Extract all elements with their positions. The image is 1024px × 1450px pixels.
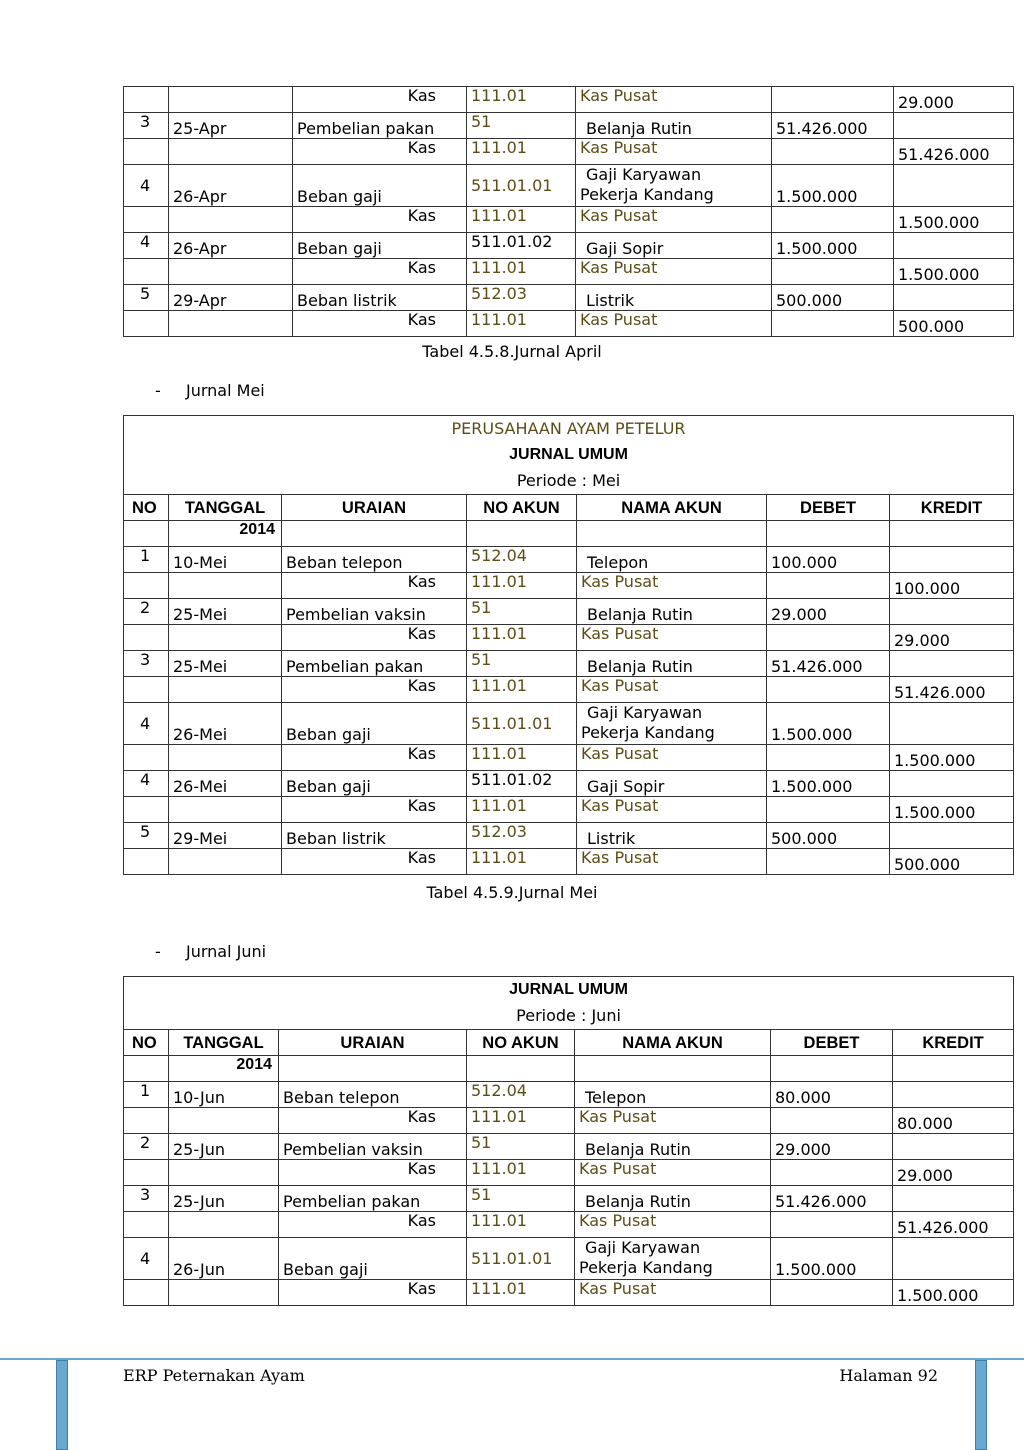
table-row <box>124 1186 1014 1212</box>
cell-tanggal <box>169 139 293 165</box>
cell-debet <box>767 625 890 651</box>
table-caption-mei: Tabel 4.5.9.Jurnal Mei <box>426 883 598 902</box>
cell-no: 1 <box>124 547 169 573</box>
cell-debet: 29.000 <box>771 1134 893 1160</box>
cell-no-akun: 511.01.01 <box>467 1238 575 1280</box>
header-no-akun: NO AKUN <box>467 1030 575 1056</box>
cell-nama-akun: Telepon <box>575 1082 771 1108</box>
cell-kredit <box>893 1082 1014 1108</box>
cell-debet <box>771 1108 893 1134</box>
cell-kredit: 51.426.000 <box>893 1212 1014 1238</box>
cell-tanggal: 29-Mei <box>169 823 282 849</box>
cell-no-akun: 511.01.01 <box>467 703 577 745</box>
cell-debet: 1.500.000 <box>772 233 894 259</box>
cell-uraian: Kas <box>282 625 467 651</box>
cell-no-akun: 111.01 <box>467 311 576 337</box>
cell-uraian: Pembelian vaksin <box>279 1134 467 1160</box>
cell-debet: 500.000 <box>767 823 890 849</box>
cell-debet: 80.000 <box>771 1082 893 1108</box>
cell-no-akun: 512.03 <box>467 823 577 849</box>
nama-akun-line-1: Gaji Karyawan <box>587 703 703 722</box>
cell-no-akun: 51 <box>467 1186 575 1212</box>
cell-uraian: Kas <box>293 259 467 285</box>
cell-no: 2 <box>124 1134 169 1160</box>
cell-tanggal: 10-Jun <box>169 1082 279 1108</box>
cell-nama-akun: Gaji Sopir <box>576 233 772 259</box>
cell-nama-akun <box>575 1238 771 1280</box>
cell-kredit: 1.500.000 <box>890 745 1014 771</box>
cell-debet <box>772 87 894 113</box>
nama-akun-line-2: Pekerja Kandang <box>579 1258 713 1277</box>
journal-table-juni <box>123 976 1014 1306</box>
cell-uraian: Kas <box>282 849 467 875</box>
cell-no <box>124 573 169 599</box>
cell-no: 4 <box>124 771 169 797</box>
cell-kredit <box>894 233 1014 259</box>
cell-kredit <box>894 285 1014 311</box>
section-label-mei: Jurnal Mei <box>186 381 265 400</box>
cell-nama-akun: Kas Pusat <box>576 207 772 233</box>
cell-uraian: Kas <box>282 745 467 771</box>
cell-tanggal: 25-Mei <box>169 651 282 677</box>
header-no: NO <box>124 495 169 521</box>
cell-debet: 1.500.000 <box>771 1238 893 1280</box>
cell-nama-akun: Kas Pusat <box>577 849 767 875</box>
table-row <box>124 625 1014 651</box>
cell-no <box>124 745 169 771</box>
cell-debet <box>767 573 890 599</box>
cell-kredit <box>893 1238 1014 1280</box>
company-name: PERUSAHAAN AYAM PETELUR <box>451 419 686 438</box>
table-row <box>124 207 1014 233</box>
cell-uraian: Kas <box>279 1108 467 1134</box>
cell-kredit: 500.000 <box>894 311 1014 337</box>
cell-no <box>124 311 169 337</box>
journal-table-mei <box>123 415 1014 875</box>
cell-kredit <box>890 599 1014 625</box>
cell-nama-akun: Belanja Rutin <box>577 651 767 677</box>
cell-no-akun: 111.01 <box>467 139 576 165</box>
cell-debet <box>767 797 890 823</box>
cell-uraian: Kas <box>293 139 467 165</box>
header-debet: DEBET <box>771 1030 893 1056</box>
cell-no-akun: 111.01 <box>467 207 576 233</box>
cell-no: 4 <box>124 703 169 745</box>
table-row <box>124 599 1014 625</box>
footer-doc-title: ERP Peternakan Ayam <box>123 1366 305 1385</box>
cell-no: 2 <box>124 599 169 625</box>
cell-kredit <box>894 165 1014 207</box>
cell-no: 4 <box>124 1238 169 1280</box>
cell-tanggal: 26-Apr <box>169 233 293 259</box>
period-label: Periode : Juni <box>516 1006 621 1025</box>
cell-no-akun: 511.01.01 <box>467 165 576 207</box>
cell-debet: 51.426.000 <box>771 1186 893 1212</box>
cell-no-akun: 51 <box>467 1134 575 1160</box>
year-label: 2014 <box>169 521 282 547</box>
table-row <box>124 1082 1014 1108</box>
cell-no <box>124 87 169 113</box>
cell-no <box>124 1212 169 1238</box>
cell-no: 4 <box>124 233 169 259</box>
cell-kredit: 51.426.000 <box>890 677 1014 703</box>
cell-kredit <box>890 771 1014 797</box>
cell-nama-akun: Kas Pusat <box>575 1280 771 1306</box>
header-tanggal: TANGGAL <box>169 495 282 521</box>
cell-no <box>124 259 169 285</box>
cell-nama-akun: Kas Pusat <box>576 259 772 285</box>
table-row <box>124 139 1014 165</box>
cell-tanggal: 29-Apr <box>169 285 293 311</box>
cell-kredit <box>893 1186 1014 1212</box>
cell-uraian: Kas <box>282 797 467 823</box>
cell-tanggal <box>169 1280 279 1306</box>
cell-kredit: 29.000 <box>890 625 1014 651</box>
cell-tanggal: 26-Jun <box>169 1238 279 1280</box>
cell-debet: 1.500.000 <box>767 771 890 797</box>
cell-no-akun: 111.01 <box>467 87 576 113</box>
header-tanggal: TANGGAL <box>169 1030 279 1056</box>
cell-debet: 1.500.000 <box>772 165 894 207</box>
cell-no <box>124 849 169 875</box>
table-row <box>124 1134 1014 1160</box>
cell-nama-akun: Kas Pusat <box>577 677 767 703</box>
cell-uraian: Kas <box>279 1280 467 1306</box>
cell-kredit <box>893 1134 1014 1160</box>
cell-uraian: Kas <box>282 573 467 599</box>
cell-uraian: Beban telepon <box>282 547 467 573</box>
cell-debet <box>771 1212 893 1238</box>
cell-tanggal <box>169 1212 279 1238</box>
cell-debet: 500.000 <box>772 285 894 311</box>
cell-uraian: Beban telepon <box>279 1082 467 1108</box>
table-row <box>124 797 1014 823</box>
cell-no-akun: 111.01 <box>467 1160 575 1186</box>
year-label: 2014 <box>169 1056 279 1082</box>
section-label-juni: Jurnal Juni <box>186 942 267 961</box>
cell-tanggal: 25-Apr <box>169 113 293 139</box>
cell-no <box>124 139 169 165</box>
cell-kredit: 51.426.000 <box>894 139 1014 165</box>
cell-kredit: 1.500.000 <box>894 259 1014 285</box>
cell-debet <box>771 1160 893 1186</box>
table-row <box>124 285 1014 311</box>
cell-no-akun: 111.01 <box>467 797 577 823</box>
cell-tanggal: 10-Mei <box>169 547 282 573</box>
cell-nama-akun: Listrik <box>577 823 767 849</box>
journal-table-april <box>123 86 1014 337</box>
cell-tanggal <box>169 1160 279 1186</box>
cell-debet <box>771 1280 893 1306</box>
cell-uraian: Pembelian pakan <box>293 113 467 139</box>
table-row <box>124 259 1014 285</box>
cell-nama-akun: Telepon <box>577 547 767 573</box>
cell-tanggal <box>169 745 282 771</box>
cell-no-akun: 512.04 <box>467 1082 575 1108</box>
table-row <box>124 311 1014 337</box>
cell-uraian: Kas <box>293 207 467 233</box>
cell-no: 1 <box>124 1082 169 1108</box>
header-kredit: KREDIT <box>893 1030 1014 1056</box>
cell-tanggal <box>169 849 282 875</box>
cell-nama-akun: Kas Pusat <box>577 573 767 599</box>
cell-kredit: 1.500.000 <box>890 797 1014 823</box>
bullet-dash: - <box>155 381 161 400</box>
cell-uraian: Kas <box>279 1212 467 1238</box>
cell-no <box>124 797 169 823</box>
table-row <box>124 849 1014 875</box>
cell-debet <box>772 207 894 233</box>
cell-no-akun: 111.01 <box>467 1212 575 1238</box>
cell-no: 3 <box>124 1186 169 1212</box>
table-row <box>124 1280 1014 1306</box>
year-row-empty <box>124 1056 169 1082</box>
cell-uraian: Pembelian vaksin <box>282 599 467 625</box>
table-row <box>124 233 1014 259</box>
table-row <box>124 547 1014 573</box>
cell-no: 3 <box>124 651 169 677</box>
table-row <box>124 1108 1014 1134</box>
cell-tanggal <box>169 87 293 113</box>
cell-debet: 51.426.000 <box>772 113 894 139</box>
cell-uraian: Beban gaji <box>293 165 467 207</box>
table-row <box>124 823 1014 849</box>
header-no: NO <box>124 1030 169 1056</box>
table-row <box>124 87 1014 113</box>
cell-nama-akun: Belanja Rutin <box>575 1134 771 1160</box>
cell-kredit: 29.000 <box>893 1160 1014 1186</box>
cell-nama-akun <box>577 703 767 745</box>
header-uraian: URAIAN <box>279 1030 467 1056</box>
cell-uraian: Kas <box>293 87 467 113</box>
cell-uraian: Beban gaji <box>279 1238 467 1280</box>
cell-tanggal <box>169 259 293 285</box>
cell-kredit <box>894 113 1014 139</box>
cell-kredit <box>890 651 1014 677</box>
cell-tanggal <box>169 1108 279 1134</box>
cell-uraian: Kas <box>282 677 467 703</box>
cell-kredit <box>890 703 1014 745</box>
journal-title: JURNAL UMUM <box>509 981 628 998</box>
journal-title: JURNAL UMUM <box>509 446 628 463</box>
cell-no: 5 <box>124 823 169 849</box>
cell-no-akun: 111.01 <box>467 259 576 285</box>
cell-tanggal <box>169 573 282 599</box>
cell-no: 5 <box>124 285 169 311</box>
cell-uraian: Beban gaji <box>293 233 467 259</box>
cell-kredit: 29.000 <box>894 87 1014 113</box>
cell-uraian: Beban gaji <box>282 703 467 745</box>
table-row <box>124 703 1014 745</box>
table-row <box>124 1212 1014 1238</box>
cell-debet <box>772 139 894 165</box>
cell-nama-akun: Kas Pusat <box>575 1212 771 1238</box>
cell-nama-akun: Gaji Sopir <box>577 771 767 797</box>
cell-no-akun: 111.01 <box>467 849 577 875</box>
cell-kredit: 80.000 <box>893 1108 1014 1134</box>
cell-no <box>124 1160 169 1186</box>
cell-tanggal: 25-Jun <box>169 1186 279 1212</box>
cell-nama-akun: Listrik <box>576 285 772 311</box>
header-nama-akun: NAMA AKUN <box>575 1030 771 1056</box>
cell-no <box>124 1280 169 1306</box>
cell-tanggal: 25-Jun <box>169 1134 279 1160</box>
table-title-block <box>124 977 1014 1030</box>
cell-no <box>124 207 169 233</box>
table-row <box>124 677 1014 703</box>
cell-uraian: Pembelian pakan <box>282 651 467 677</box>
cell-debet <box>767 745 890 771</box>
footer-bar-left <box>56 1360 68 1450</box>
cell-no <box>124 625 169 651</box>
cell-debet: 29.000 <box>767 599 890 625</box>
table-row <box>124 771 1014 797</box>
footer-bar-right <box>975 1360 987 1450</box>
cell-uraian: Pembelian pakan <box>279 1186 467 1212</box>
cell-debet <box>767 849 890 875</box>
header-no-akun: NO AKUN <box>467 495 577 521</box>
cell-nama-akun: Kas Pusat <box>575 1160 771 1186</box>
table-caption-april: Tabel 4.5.8.Jurnal April <box>422 342 602 361</box>
cell-kredit: 1.500.000 <box>893 1280 1014 1306</box>
nama-akun-line-1: Gaji Karyawan <box>586 165 702 184</box>
cell-debet <box>772 259 894 285</box>
cell-kredit <box>890 823 1014 849</box>
cell-no-akun: 512.04 <box>467 547 577 573</box>
header-nama-akun: NAMA AKUN <box>577 495 767 521</box>
cell-kredit: 100.000 <box>890 573 1014 599</box>
cell-nama-akun: Belanja Rutin <box>575 1186 771 1212</box>
table-row <box>124 1238 1014 1280</box>
table-row <box>124 165 1014 207</box>
table-row <box>124 573 1014 599</box>
nama-akun-line-2: Pekerja Kandang <box>580 185 714 204</box>
cell-tanggal <box>169 207 293 233</box>
cell-tanggal <box>169 677 282 703</box>
cell-kredit <box>890 547 1014 573</box>
cell-tanggal: 26-Mei <box>169 771 282 797</box>
header-debet: DEBET <box>767 495 890 521</box>
bullet-dash: - <box>155 942 161 961</box>
cell-nama-akun <box>576 165 772 207</box>
cell-debet: 1.500.000 <box>767 703 890 745</box>
header-uraian: URAIAN <box>282 495 467 521</box>
cell-uraian: Beban listrik <box>282 823 467 849</box>
cell-nama-akun: Belanja Rutin <box>576 113 772 139</box>
cell-tanggal <box>169 311 293 337</box>
table-row <box>124 113 1014 139</box>
cell-no-akun: 512.03 <box>467 285 576 311</box>
cell-no-akun: 111.01 <box>467 1280 575 1306</box>
cell-uraian: Kas <box>293 311 467 337</box>
cell-no: 3 <box>124 113 169 139</box>
cell-nama-akun: Kas Pusat <box>576 87 772 113</box>
cell-no-akun: 111.01 <box>467 1108 575 1134</box>
cell-tanggal: 25-Mei <box>169 599 282 625</box>
cell-no-akun: 51 <box>467 651 577 677</box>
cell-nama-akun: Kas Pusat <box>576 311 772 337</box>
table-row <box>124 745 1014 771</box>
cell-no <box>124 677 169 703</box>
header-kredit: KREDIT <box>890 495 1014 521</box>
cell-kredit: 1.500.000 <box>894 207 1014 233</box>
footer-rule <box>0 1358 1024 1360</box>
cell-no-akun: 511.01.02 <box>467 233 576 259</box>
cell-no-akun: 51 <box>467 599 577 625</box>
cell-no-akun: 111.01 <box>467 677 577 703</box>
nama-akun-line-1: Gaji Karyawan <box>585 1238 701 1257</box>
cell-nama-akun: Kas Pusat <box>577 797 767 823</box>
cell-no <box>124 1108 169 1134</box>
footer-page-number: Halaman 92 <box>839 1366 938 1385</box>
cell-nama-akun: Kas Pusat <box>576 139 772 165</box>
year-row-empty <box>124 521 169 547</box>
cell-no: 4 <box>124 165 169 207</box>
cell-debet: 100.000 <box>767 547 890 573</box>
cell-uraian: Beban listrik <box>293 285 467 311</box>
cell-nama-akun: Kas Pusat <box>575 1108 771 1134</box>
cell-uraian: Kas <box>279 1160 467 1186</box>
cell-kredit: 500.000 <box>890 849 1014 875</box>
cell-no-akun: 511.01.02 <box>467 771 577 797</box>
cell-uraian: Beban gaji <box>282 771 467 797</box>
cell-nama-akun: Belanja Rutin <box>577 599 767 625</box>
cell-nama-akun: Kas Pusat <box>577 625 767 651</box>
period-label: Periode : Mei <box>516 471 621 490</box>
cell-debet <box>772 311 894 337</box>
cell-no-akun: 111.01 <box>467 573 577 599</box>
table-row <box>124 1160 1014 1186</box>
cell-debet: 51.426.000 <box>767 651 890 677</box>
cell-tanggal <box>169 625 282 651</box>
cell-tanggal: 26-Apr <box>169 165 293 207</box>
cell-no-akun: 51 <box>467 113 576 139</box>
cell-no-akun: 111.01 <box>467 745 577 771</box>
cell-tanggal: 26-Mei <box>169 703 282 745</box>
cell-nama-akun: Kas Pusat <box>577 745 767 771</box>
table-row <box>124 651 1014 677</box>
cell-debet <box>767 677 890 703</box>
table-title-block <box>124 416 1014 495</box>
cell-no-akun: 111.01 <box>467 625 577 651</box>
nama-akun-line-2: Pekerja Kandang <box>581 723 715 742</box>
cell-tanggal <box>169 797 282 823</box>
